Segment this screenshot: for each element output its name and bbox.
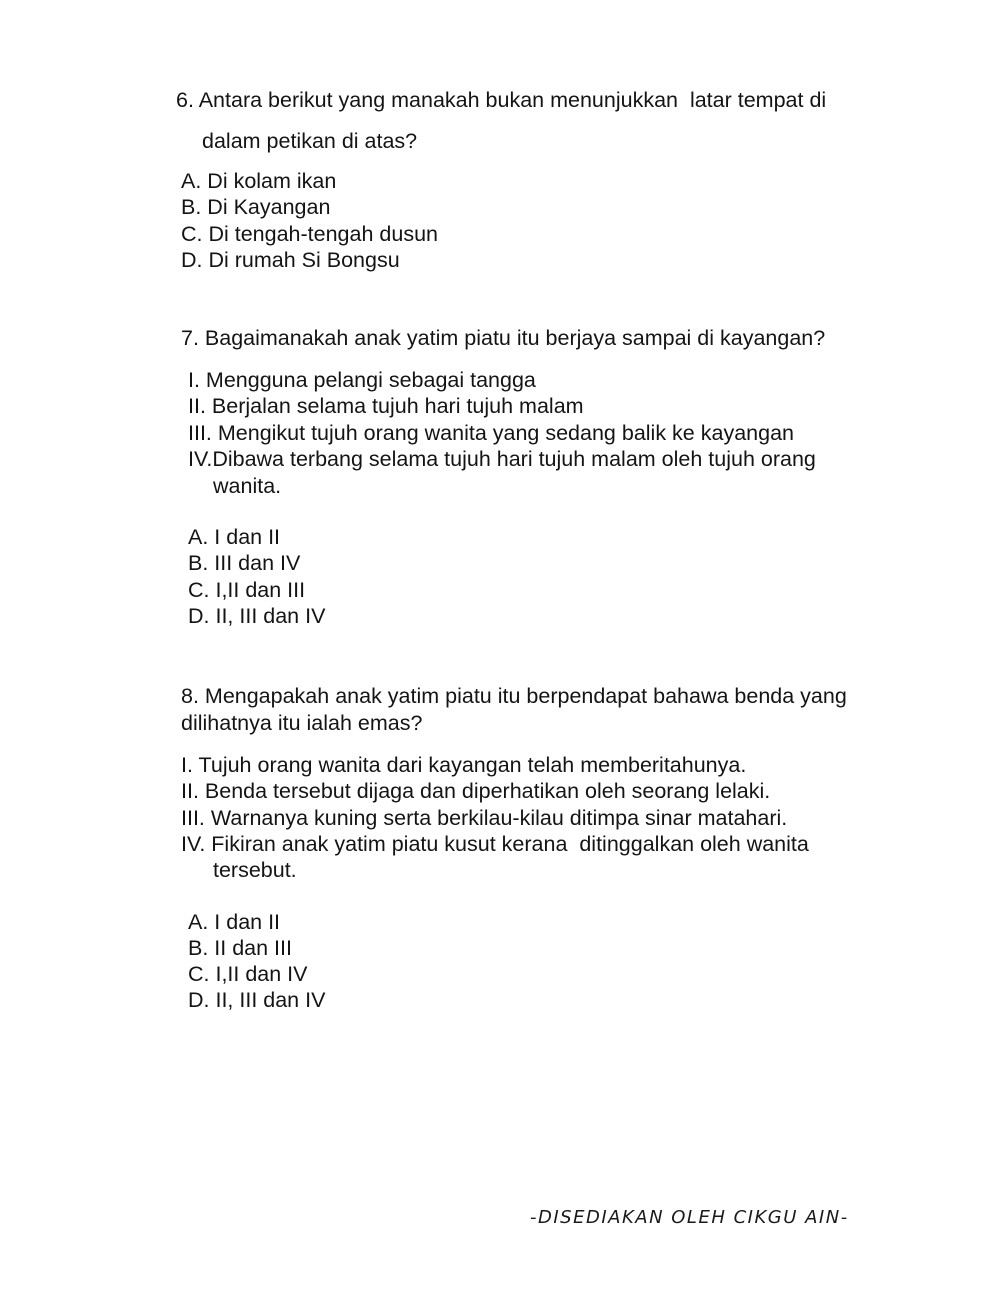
- question-8-option-c: C. I,II dan IV: [188, 962, 308, 986]
- question-7-statement-2: II. Berjalan selama tujuh hari tujuh malam: [188, 394, 584, 418]
- question-6-option-c: C. Di tengah-tengah dusun: [181, 222, 438, 246]
- footer-credit: -DISEDIAKAN OLEH CIKGU AIN-: [530, 1207, 849, 1228]
- question-8-stem-line-1: 8. Mengapakah anak yatim piatu itu berpendapat bahawa benda yang: [181, 684, 847, 708]
- question-7-option-c: C. I,II dan III: [188, 578, 306, 602]
- question-7-stem-line-1: 7. Bagaimanakah anak yatim piatu itu berjaya sampai di kayangan?: [181, 326, 826, 350]
- question-8-statement-2: II. Benda tersebut dijaga dan diperhatikan oleh seorang lelaki.: [181, 779, 771, 803]
- question-6-stem-line-1: 6. Antara berikut yang manakah bukan menunjukkan latar tempat di: [176, 88, 827, 112]
- question-7-option-b: B. III dan IV: [188, 551, 301, 575]
- question-6-stem-line-2: dalam petikan di atas?: [202, 129, 418, 153]
- question-8-option-d: D. II, III dan IV: [188, 988, 326, 1012]
- question-6-option-a: A. Di kolam ikan: [181, 169, 337, 193]
- question-6-option-b: B. Di Kayangan: [181, 195, 331, 219]
- question-8-statement-1: I. Tujuh orang wanita dari kayangan telah memberitahunya.: [181, 753, 747, 777]
- question-7-statement-1: I. Mengguna pelangi sebagai tangga: [188, 368, 536, 392]
- question-8-statement-3: III. Warnanya kuning serta berkilau-kilau ditimpa sinar matahari.: [181, 806, 788, 830]
- question-7-statement-3: III. Mengikut tujuh orang wanita yang sedang balik ke kayangan: [188, 421, 794, 445]
- question-8-stem-line-2: dilihatnya itu ialah emas?: [181, 711, 423, 735]
- question-8-option-b: B. II dan III: [188, 936, 292, 960]
- question-8-statement-4: IV. Fikiran anak yatim piatu kusut kerana ditinggalkan oleh wanita: [181, 832, 809, 856]
- question-8-statement-4-cont: tersebut.: [213, 858, 297, 882]
- question-8-option-a: A. I dan II: [188, 910, 281, 934]
- question-7-option-d: D. II, III dan IV: [188, 604, 326, 628]
- question-7-option-a: A. I dan II: [188, 525, 281, 549]
- question-7-statement-4-cont: wanita.: [213, 474, 282, 498]
- question-6-option-d: D. Di rumah Si Bongsu: [181, 248, 400, 272]
- question-7-statement-4: IV.Dibawa terbang selama tujuh hari tujuh malam oleh tujuh orang: [188, 447, 816, 471]
